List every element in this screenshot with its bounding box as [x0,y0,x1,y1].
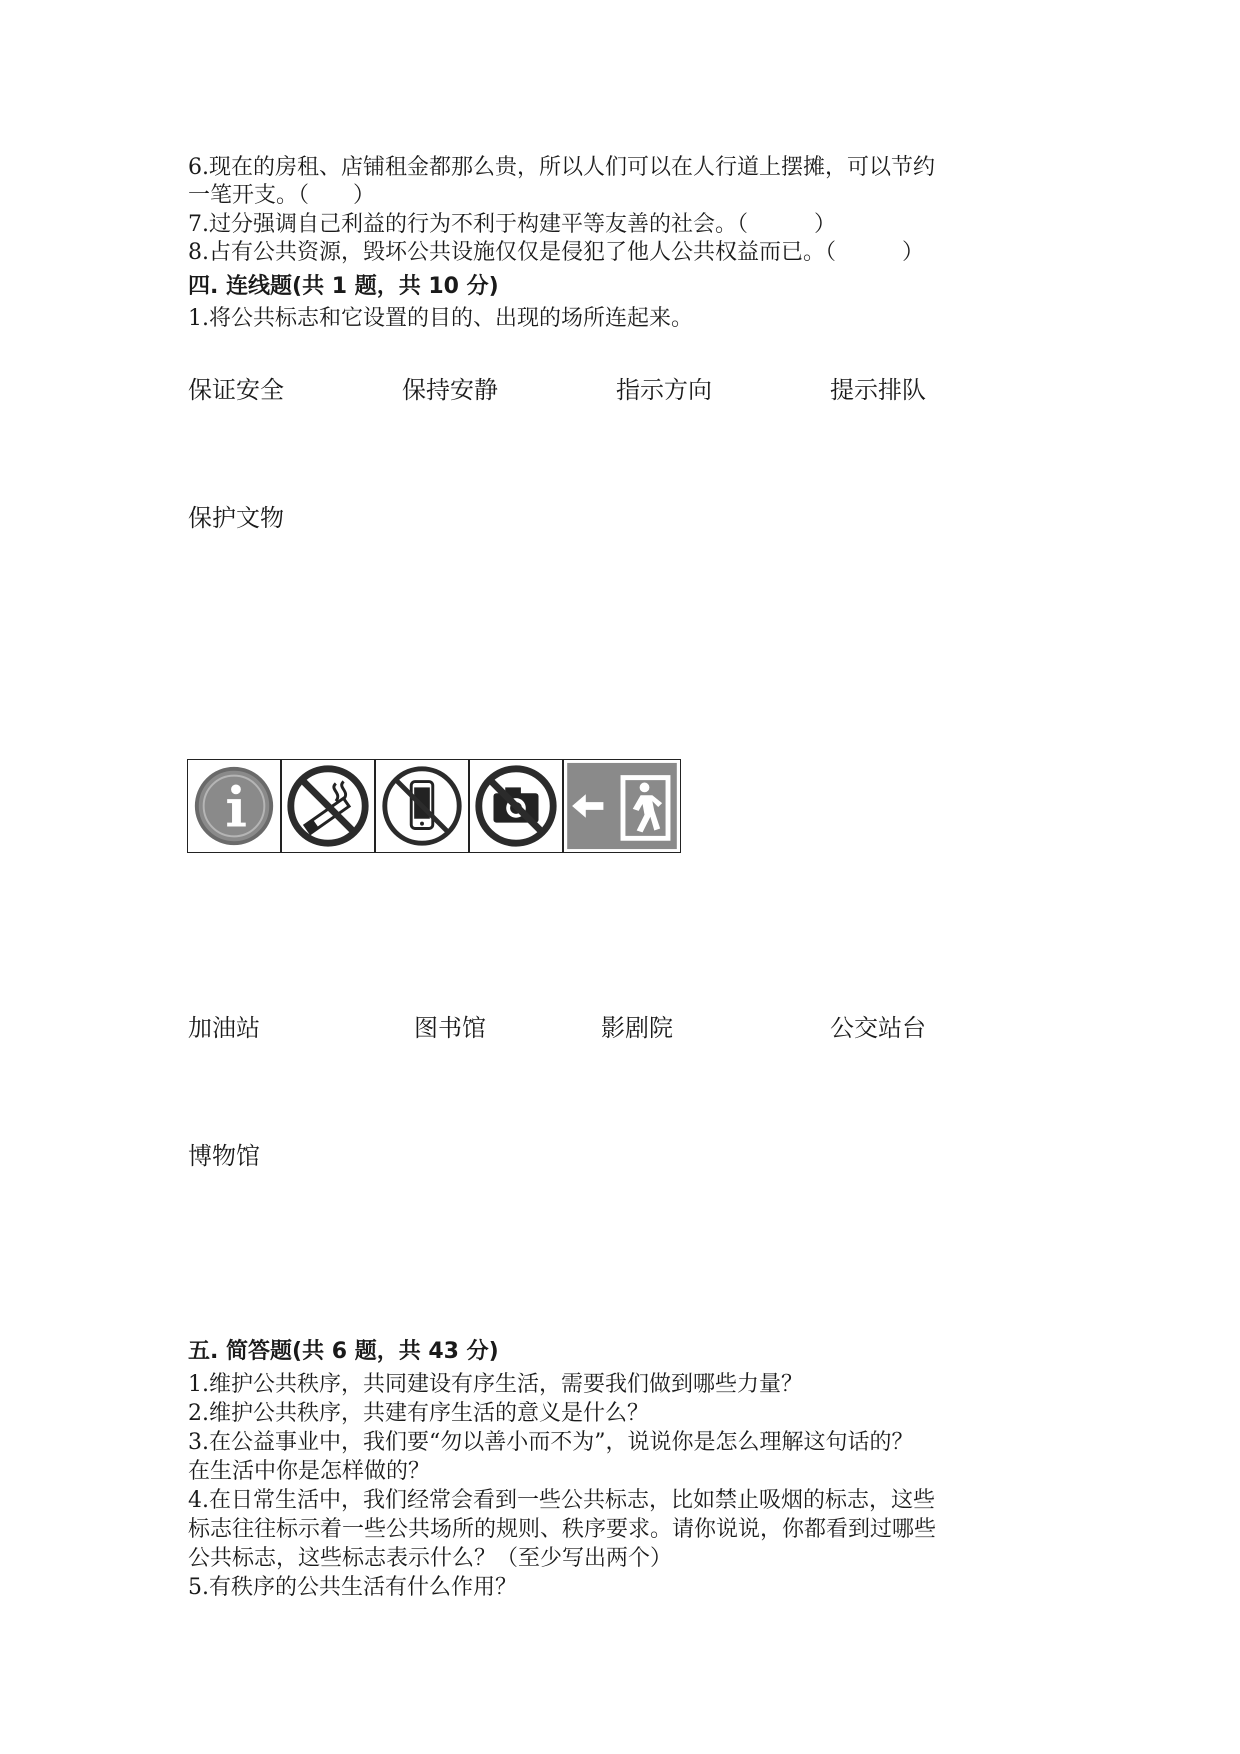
place-label-gas-station: 加油站 [188,1014,260,1042]
judgment-item-6-line-1: 6.现在的房租、店铺租金都那么贵，所以人们可以在人行道上摆摊，可以节约 [188,155,935,180]
short-answer-line: 4.在日常生活中，我们经常会看到一些公共标志，比如禁止吸烟的标志，这些 [188,1488,935,1513]
judgment-item-7: 7.过分强调自己利益的行为不利于构建平等友善的社会。（ ） [188,212,836,237]
purpose-label-safety: 保证安全 [188,376,284,404]
short-answer-line: 公共标志，这些标志表示什么？（至少写出两个） [188,1546,673,1571]
short-answer-line: 在生活中你是怎样做的？ [188,1459,431,1484]
place-label-library: 图书馆 [414,1014,486,1042]
short-answer-line: 标志往往标示着一些公共场所的规则、秩序要求。请你说说，你都看到过哪些 [188,1517,937,1542]
short-answer-line: 3.在公益事业中，我们要“勿以善小而不为”，说说你是怎么理解这句话的？ [188,1430,914,1455]
short-answer-line: 2.维护公共秩序，共建有序生活的意义是什么？ [188,1401,649,1426]
purpose-label-quiet: 保持安静 [402,376,498,404]
no-photography-sign-icon [469,759,563,853]
judgment-item-6-line-2: 一笔开支。（ ） [188,183,376,208]
purpose-label-queue: 提示排队 [830,376,926,404]
place-label-bus-stop: 公交站台 [830,1014,926,1042]
short-answer-line: 1.维护公共秩序，共同建设有序生活，需要我们做到哪些力量？ [188,1372,803,1397]
information-sign-icon [187,759,281,853]
matching-question: 1.将公共标志和它设置的目的、出现的场所连起来。 [188,306,693,331]
place-label-theater: 影剧院 [601,1014,673,1042]
purpose-label-relics: 保护文物 [188,504,284,532]
emergency-exit-sign-icon [563,759,681,853]
place-label-museum: 博物馆 [188,1142,260,1170]
no-smoking-sign-icon [281,759,375,853]
matching-section-heading: 四. 连线题(共 1 题，共 10 分) [188,274,499,299]
purpose-label-direction: 指示方向 [616,376,712,404]
no-phone-sign-icon [375,759,469,853]
short-answer-section-heading: 五. 简答题(共 6 题，共 43 分) [188,1339,499,1364]
short-answer-line: 5.有秩序的公共生活有什么作用？ [188,1575,517,1600]
judgment-item-8: 8.占有公共资源，毁坏公共设施仅仅是侵犯了他人公共权益而已。（ ） [188,240,924,265]
